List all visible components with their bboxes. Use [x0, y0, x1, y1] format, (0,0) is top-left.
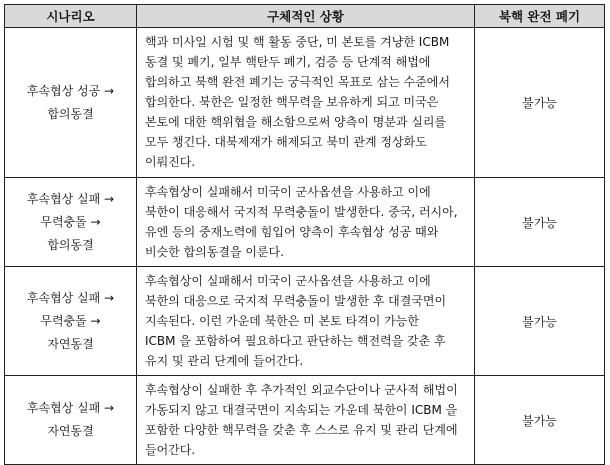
- scenario-table-container: [4, 4, 604, 465]
- detail-line: 핵과 미사일 시험 및 핵 활동 중단, 미 본토를 겨냥한 ICBM: [145, 35, 450, 49]
- scenario-table: [4, 4, 605, 465]
- detail-cell: [137, 28, 475, 178]
- table-row: [5, 178, 605, 267]
- detail-cell: [137, 267, 475, 376]
- scenario-line: 후속협상 실패 →: [26, 290, 115, 305]
- scenario-line: 후속협상 실패 →: [26, 191, 115, 206]
- detail-line: 유지 및 관리 단계에 들어간다.: [145, 354, 304, 368]
- header-detail: 구체적인 상황: [137, 5, 475, 28]
- scenario-line: 합의동결: [47, 106, 94, 121]
- detail-cell: [137, 178, 475, 267]
- scenario-line: 자연동결: [47, 336, 94, 351]
- detail-line: 후속협상이 실패해서 미국이 군사옵션을 사용하고 이에: [145, 274, 431, 288]
- table-row: [5, 267, 605, 376]
- detail-cell: [137, 376, 475, 465]
- detail-line: 포함한 다양한 핵무력을 갖춘 후 스스로 유지 및 관리 단계에: [145, 423, 458, 437]
- detail-line: 합의하고 북핵 완전 폐기는 궁극적인 목표로 삼는 수준에서: [145, 75, 450, 89]
- table-row: [5, 28, 605, 178]
- detail-line: 이뤄진다.: [145, 155, 196, 169]
- detail-line: 후속협상이 실패한 후 추가적인 외교수단이나 군사적 해법이: [145, 383, 458, 397]
- detail-line: 들어간다.: [145, 443, 196, 457]
- header-scenario: 시나리오: [5, 5, 137, 28]
- detail-line: 후속협상이 실패해서 미국이 군사옵션을 사용하고 이에: [145, 185, 431, 199]
- detail-line: 유엔 등의 중재노력에 힘입어 양측이 후속협상 성공 때와: [145, 225, 439, 239]
- detail-line: 북한의 대응으로 국지적 무력충돌이 발생한 후 대결국면이: [145, 294, 447, 308]
- scenario-line: 자연동결: [47, 424, 94, 438]
- scenario-cell: [5, 28, 137, 178]
- detail-line: 본토에 대한 핵위협을 해소함으로써 양측이 명분과 실리를: [145, 115, 447, 129]
- detail-line: 비슷한 합의동결을 이룬다.: [145, 245, 284, 259]
- detail-line: 지속된다. 이런 가운데 북한은 미 본토 타격이 가능한: [145, 314, 419, 328]
- detail-line: 합의한다. 북한은 일정한 핵무력을 보유하게 되고 미국은: [145, 95, 439, 109]
- header-row: [5, 5, 605, 28]
- detail-line: 북한이 대응해서 국지적 무력충돌이 발생한다. 중국, 러시아,: [145, 205, 458, 219]
- result-cell: 불가능: [475, 376, 605, 465]
- scenario-line: 무력충돌 →: [40, 214, 101, 229]
- table-row: [5, 376, 605, 465]
- scenario-line: 무력충돌 →: [40, 313, 101, 328]
- scenario-line: 후속협상 실패 →: [26, 401, 115, 415]
- scenario-cell: [5, 376, 137, 465]
- detail-line: ICBM 을 포함하여 필요하다고 판단하는 핵전력을 갖춘 후: [145, 334, 446, 348]
- header-result: 북핵 완전 폐기: [475, 5, 605, 28]
- scenario-line: 후속협상 성공 →: [26, 83, 115, 98]
- scenario-line: 합의동결: [47, 237, 94, 252]
- result-cell: 불가능: [475, 28, 605, 178]
- result-cell: 불가능: [475, 178, 605, 267]
- scenario-cell: [5, 178, 137, 267]
- detail-line: 모두 챙긴다. 대북제재가 해제되고 북미 관계 정상화도: [145, 135, 427, 149]
- detail-line: 가동되지 않고 대결국면이 지속되는 가운데 북한이 ICBM 을: [145, 403, 458, 417]
- result-cell: 불가능: [475, 267, 605, 376]
- scenario-cell: [5, 267, 137, 376]
- detail-line: 동결 및 폐기, 일부 핵탄두 폐기, 검증 등 단계적 해법에: [145, 55, 431, 69]
